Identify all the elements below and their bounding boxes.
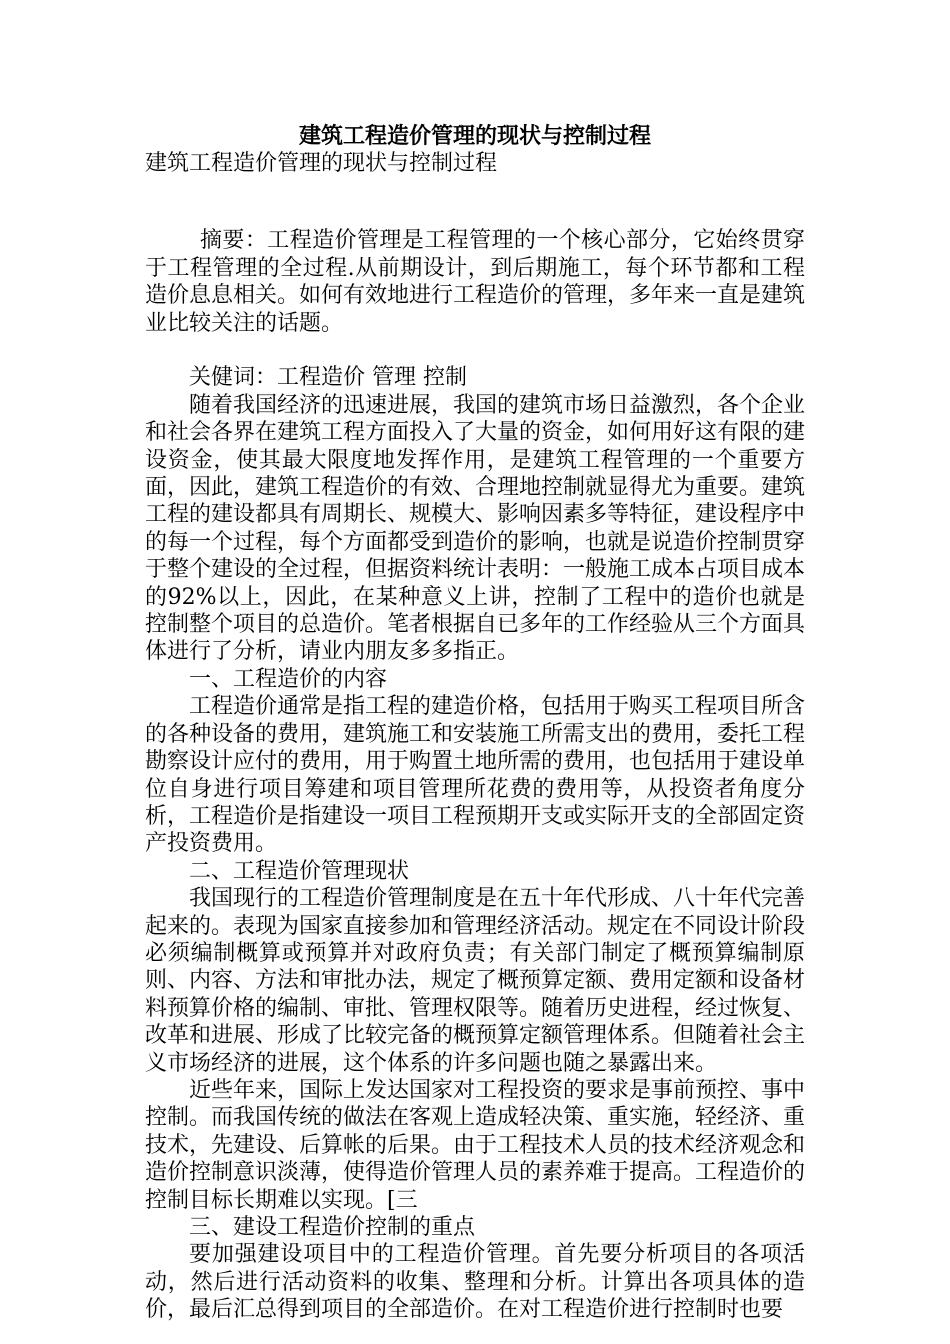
section-3-paragraph: 要加强建设项目中的工程造价管理。首先要分析项目的各项活动，然后进行活动资料的收集、整理和分析。计算出各项具体的造价，最后汇总得到项目的全部造价。在对工程造价进行控制时也要 [145,1242,805,1323]
abstract-paragraph: 摘要：工程造价管理是工程管理的一个核心部分，它始终贯穿于工程管理的全过程.从前期设计，到后期施工，每个环节都和工程造价息息相关。如何有效地进行工程造价的管理，多年来一直是建筑业比较关注的话题。 [145,228,806,336]
intro-paragraph: 随着我国经济的迅速进展，我国的建筑市场日益激烈，各个企业和社会各界在建筑工程方面投入了大量的资金，如何用好这有限的建设资金，使其最大限度地发挥作用，是建筑工程管理的一个重要方面，因此，建筑工程造价的有效、合理地控制就显得尤为重要。建筑工程的建设都具有周期长、规模大、影响因素多等特征，建设程序中的每一个过程，每个方面都受到造价的影响，也就是说造价控制贯穿于整个建设的全过程，但据资料统计表明：一般施工成本占项目成本的92%以上，因此，在某种意义上讲，控制了工程中的造价也就是控制整个项目的总造价。笔者根据自已多年的工作经验从三个方面具体进行了分析，请业内朋友多多指正。 [145,392,806,665]
section-1-paragraph: 工程造价通常是指工程的建造价格，包括用于购买工程项目所含的各种设备的费用，建筑施工和安装施工所需支出的费用，委托工程勘察设计应付的费用，用于购置土地所需的费用，也包括用于建设单位自身进行项目筹建和项目管理所花费的费用等，从投资者角度分析，工程造价是指建设一项目工程预期开支或实际开支的全部固定资产投资费用。 [145,694,806,857]
section-heading-2: 二、工程造价管理现状 [189,858,410,884]
document-body [145,200,805,1324]
document-subtitle: 建筑工程造价管理的现状与控制过程 [145,151,498,176]
blank-line [145,200,805,227]
document-title: 建筑工程造价管理的现状与控制过程 [298,123,651,149]
section-heading-1: 一、工程造价的内容 [189,666,388,692]
section-2-paragraph-2: 近些年来，国际上发达国家对工程投资的要求是事前预控、事中控制。而我国传统的做法在客观上造成轻决策、重实施，轻经济、重技术，先建设、后算帐的后果。由于工程技术人员的技术经济观念和造价控制意识淡薄，使得造价管理人员的素养难于提高。工程造价的控制目标长期难以实现。[三 [145,1077,806,1213]
section-heading-3: 三、建设工程造价控制的重点 [189,1215,476,1240]
section-2-paragraph-1: 我国现行的工程造价管理制度是在五十年代形成、八十年代完善起来的。表现为国家直接参加和管理经济活动。规定在不同设计阶段必须编制概算或预算并对政府负责；有关部门制定了概预算编制原则、内容、方法和审批办法，规定了概预算定额、费用定额和设备材料预算价格的编制、审批、管理权限等。随着历史进程，经过恢复、改革和进展、形成了比较完备的概预算定额管理体系。但随着社会主义市场经济的进展，这个体系的许多问题也随之暴露出来。 [145,886,806,1076]
blank-line [145,337,805,364]
keywords-line: 关健词：工程造价 管理 控制 [189,365,467,391]
